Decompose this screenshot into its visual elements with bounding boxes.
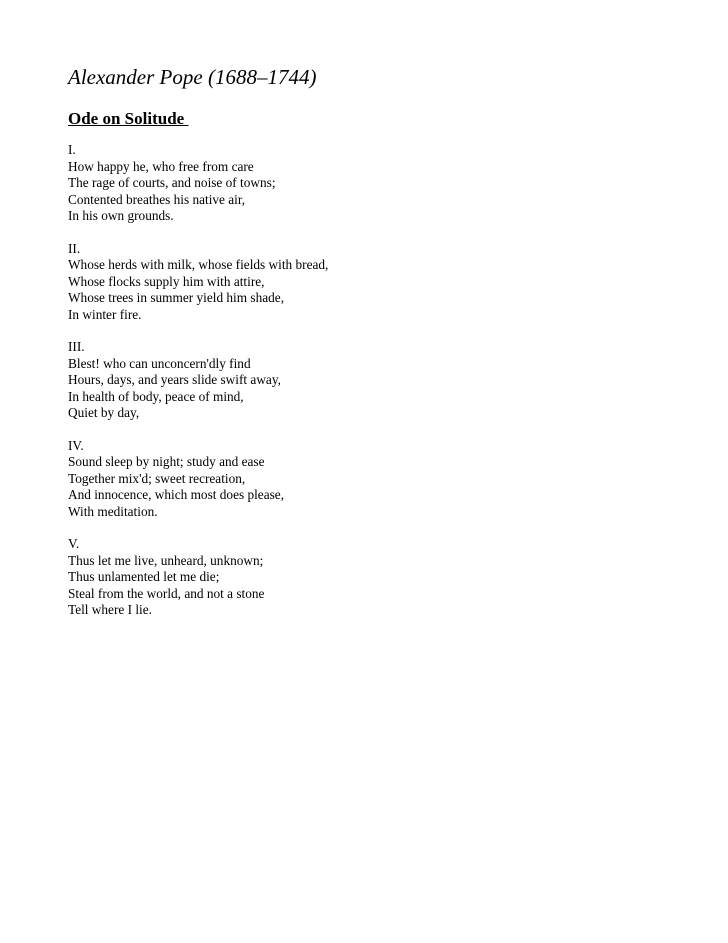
document-page [68,62,698,635]
poem-title: Ode on Solitude [68,109,189,128]
poem-line: In his own grounds. [68,208,174,223]
poem-line: Whose flocks supply him with attire, [68,273,265,289]
poem-line: The rage of courts, and noise of towns; [68,175,276,190]
poem-line: In winter fire. [68,306,142,322]
stanza [68,536,698,619]
stanza-numeral: IV. [68,437,84,453]
poem-line: Whose herds with milk, whose fields with bread, [68,257,329,272]
poem-line: Tell where I lie. [68,602,152,617]
poem-line: Together mix'd; sweet recreation, [68,470,246,486]
poem-line: In health of body, peace of mind, [68,388,244,404]
poem-line: Steal from the world, and not a stone [68,585,265,601]
stanza-numeral: II. [68,240,81,256]
poem-line: Hours, days, and years slide swift away, [68,372,281,387]
stanza-numeral: III. [68,339,85,354]
poem-line: Contented breathes his native air, [68,191,246,207]
stanza [68,142,698,225]
poem-line: With meditation. [68,503,158,519]
poem-line: Thus unlamented let me die; [68,569,220,584]
stanza [68,339,698,422]
stanza-numeral: I. [68,142,76,157]
poem-line: Whose trees in summer yield him shade, [68,290,285,305]
poem-body [68,142,698,619]
poem-line: And innocence, which most does please, [68,487,285,502]
poem-line: Blest! who can unconcern'dly find [68,355,251,371]
author-heading: Alexander Pope (1688–1744) [68,65,317,89]
stanza-numeral: V. [68,536,80,551]
poem-line: How happy he, who free from care [68,158,254,174]
poem-line: Quiet by day, [68,405,140,420]
stanza [68,438,698,521]
stanza [68,241,698,324]
poem-line: Thus let me live, unheard, unknown; [68,552,264,568]
poem-line: Sound sleep by night; study and ease [68,454,265,469]
